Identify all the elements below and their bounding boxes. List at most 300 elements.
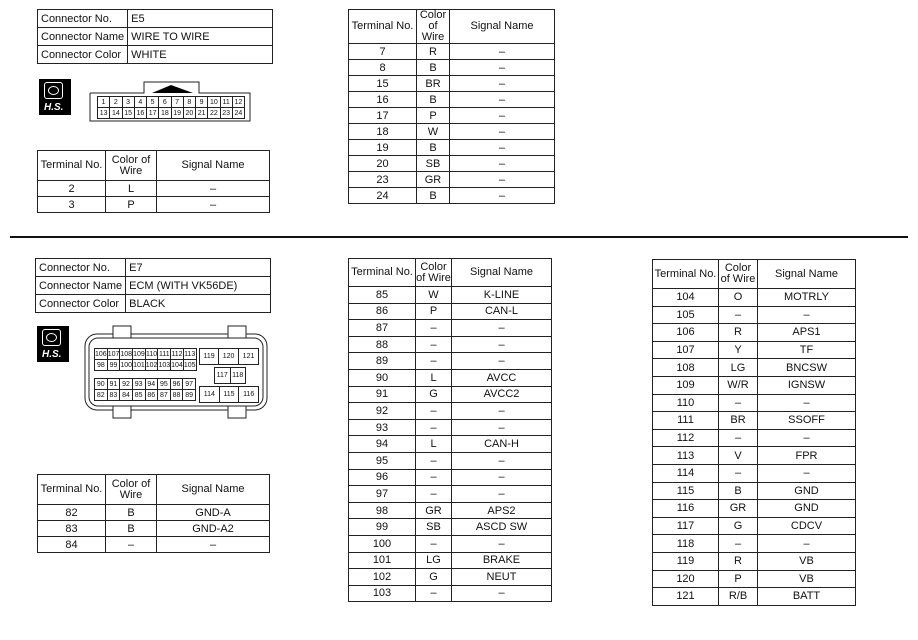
e5-tb-cell-color: B [417, 140, 450, 156]
e7-pin: 88 [170, 390, 183, 401]
e7-tc-row [653, 464, 856, 482]
e5-tb-cell-terminal: 15 [349, 76, 417, 92]
e7-tc-row [653, 500, 856, 518]
e7-pin: 115 [219, 387, 239, 403]
e7-tb-row [349, 436, 552, 453]
e7-tb-cell-terminal: 94 [349, 436, 416, 453]
e5-tb-cell-terminal: 19 [349, 140, 417, 156]
e7-pin: 94 [145, 379, 158, 390]
e5-ta-cell-signal: – [157, 181, 270, 197]
e7-tc-row [653, 429, 856, 447]
e7-tc-cell-signal: – [758, 535, 856, 553]
e7-tb-cell-signal: – [452, 535, 552, 552]
e5-tb-cell-color: R [417, 44, 450, 60]
e7-terminal-table-b [348, 258, 552, 602]
e7-tc-row [653, 394, 856, 412]
e7-pin: 112 [171, 350, 183, 358]
e7-pin: 107 [107, 350, 120, 358]
e7-tc-cell-terminal: 118 [653, 535, 719, 553]
e5-tb-cell-color: B [417, 60, 450, 76]
e5-ta-header-terminal: Terminal No. [38, 151, 106, 181]
e5-pin: 14 [110, 108, 122, 119]
e7-tc-cell-signal: SSOFF [758, 412, 856, 430]
e7-tc-cell-signal: BATT [758, 588, 856, 606]
e5-ta-row [38, 197, 270, 213]
e5-pin: 13 [98, 108, 110, 119]
e7-hs-icon: H.S. [37, 326, 69, 362]
e7-tb-row [349, 569, 552, 586]
e5-ta-cell-terminal: 3 [38, 197, 106, 213]
e7-value-connector-no: E7 [126, 259, 271, 277]
e7-tc-cell-terminal: 121 [653, 588, 719, 606]
e7-tc-cell-signal: CDCV [758, 517, 856, 535]
e7-ta-row [38, 505, 270, 521]
e7-tb-cell-terminal: 99 [349, 519, 416, 536]
e5-pin: 16 [134, 108, 146, 119]
e5-value-connector-no: E5 [128, 10, 273, 28]
e5-tb-cell-color: B [417, 188, 450, 204]
e5-pin: 2 [110, 97, 122, 108]
e5-tb-cell-terminal: 8 [349, 60, 417, 76]
e7-tc-cell-terminal: 117 [653, 517, 719, 535]
e7-pin: 85 [132, 390, 145, 401]
e7-tc-cell-color: W/R [719, 376, 758, 394]
e7-tb-cell-signal: – [452, 419, 552, 436]
e7-value-connector-color: BLACK [126, 295, 271, 313]
e5-tb-cell-terminal: 23 [349, 172, 417, 188]
e7-tb-cell-color: P [416, 303, 452, 320]
e5-tb-row [349, 172, 555, 188]
e7-tc-cell-terminal: 116 [653, 500, 719, 518]
e5-pin: 15 [122, 108, 134, 119]
e5-ta-row [38, 181, 270, 197]
e5-pin: 17 [147, 108, 159, 119]
e7-tc-cell-terminal: 113 [653, 447, 719, 465]
e5-tb-cell-signal: – [450, 44, 555, 60]
e7-tc-cell-signal: VB [758, 570, 856, 588]
e7-ta-cell-color: – [106, 537, 157, 553]
e7-tc-row [653, 412, 856, 430]
e5-tb-cell-color: SB [417, 156, 450, 172]
e7-pin: 117 [215, 368, 231, 384]
e7-ta-cell-color: B [106, 505, 157, 521]
e7-tb-cell-color: – [416, 486, 452, 503]
e7-tb-row [349, 287, 552, 304]
e7-tb-header-terminal: Terminal No. [349, 259, 416, 287]
e7-tb-row [349, 519, 552, 536]
e7-tb-row [349, 320, 552, 337]
e5-pin: 20 [183, 108, 195, 119]
e7-tb-cell-signal: AVCC2 [452, 386, 552, 403]
e7-tc-cell-signal: – [758, 429, 856, 447]
e7-tc-row [653, 306, 856, 324]
e7-pin: 118 [230, 368, 246, 384]
e7-tb-row [349, 336, 552, 353]
e7-tc-header-signal: Signal Name [758, 260, 856, 289]
e7-pin: 82 [95, 390, 108, 401]
e7-tb-cell-signal: CAN-L [452, 303, 552, 320]
e7-tc-cell-signal: GND [758, 500, 856, 518]
e7-tc-cell-color: – [719, 464, 758, 482]
e7-tc-header-color: Color of Wire [719, 260, 758, 289]
e7-tb-row [349, 419, 552, 436]
e7-tc-row [653, 324, 856, 342]
e7-pin: 96 [170, 379, 183, 390]
e7-tb-row [349, 369, 552, 386]
e7-tb-cell-color: – [416, 403, 452, 420]
e7-tc-cell-color: LG [719, 359, 758, 377]
e7-connector-face [83, 324, 269, 420]
e5-terminal-table-b [348, 9, 555, 204]
e5-tb-cell-signal: – [450, 140, 555, 156]
e7-tb-cell-color: – [416, 419, 452, 436]
e7-tc-cell-signal: APS1 [758, 324, 856, 342]
e5-ta-header-signal: Signal Name [157, 151, 270, 181]
e7-pin: 100 [120, 361, 133, 369]
e7-connector-info [35, 258, 271, 313]
e5-pin: 23 [220, 108, 232, 119]
e7-label-connector-color: Connector Color [36, 295, 126, 313]
e7-tb-row [349, 452, 552, 469]
e5-tb-row [349, 92, 555, 108]
e5-tb-cell-terminal: 17 [349, 108, 417, 124]
e7-tb-cell-color: G [416, 569, 452, 586]
e5-tb-row [349, 108, 555, 124]
e7-tc-cell-color: O [719, 289, 758, 307]
e7-tc-cell-terminal: 112 [653, 429, 719, 447]
e7-tb-cell-signal: – [452, 336, 552, 353]
e7-tb-cell-color: LG [416, 552, 452, 569]
e7-tc-cell-signal: IGNSW [758, 376, 856, 394]
e7-pin: 98 [95, 360, 108, 371]
e7-tc-cell-terminal: 107 [653, 341, 719, 359]
e7-tb-header-color: Color of Wire [416, 259, 452, 287]
e7-pin: 84 [120, 390, 133, 401]
e7-tb-row [349, 386, 552, 403]
e7-tc-cell-signal: FPR [758, 447, 856, 465]
e7-tb-row [349, 486, 552, 503]
e5-label-connector-no: Connector No. [38, 10, 128, 28]
e7-pin: 113 [184, 350, 196, 358]
e7-tb-cell-terminal: 85 [349, 287, 416, 304]
e7-tb-cell-terminal: 92 [349, 403, 416, 420]
e7-tc-cell-terminal: 109 [653, 376, 719, 394]
e5-pin: 19 [171, 108, 183, 119]
e5-pin: 5 [147, 97, 159, 108]
e7-tc-header-terminal: Terminal No. [653, 260, 719, 289]
e7-pin-grid-upper [94, 348, 197, 371]
e7-tb-cell-color: W [416, 287, 452, 304]
e7-tc-cell-color: R/B [719, 588, 758, 606]
e7-pin: 90 [95, 379, 108, 390]
e7-label-connector-name: Connector Name [36, 277, 126, 295]
e7-tb-cell-signal: – [452, 486, 552, 503]
e7-tb-cell-signal: K-LINE [452, 287, 552, 304]
e7-tc-cell-color: – [719, 535, 758, 553]
e5-label-connector-color: Connector Color [38, 46, 128, 64]
e5-ta-cell-signal: – [157, 197, 270, 213]
e7-tb-cell-color: – [416, 469, 452, 486]
e5-tb-cell-color: W [417, 124, 450, 140]
e7-pin: 109 [133, 350, 145, 358]
section-divider [10, 236, 908, 238]
e7-tb-cell-terminal: 98 [349, 502, 416, 519]
e5-connector-info [37, 9, 273, 64]
e5-tb-cell-signal: – [450, 76, 555, 92]
e7-pin-grid-lower [94, 378, 196, 401]
e7-tc-cell-signal: GND [758, 482, 856, 500]
e7-pin: 89 [183, 390, 196, 401]
e5-tb-header-terminal: Terminal No. [349, 10, 417, 44]
e5-tb-cell-terminal: 16 [349, 92, 417, 108]
e7-ta-header-terminal: Terminal No. [38, 475, 106, 505]
e7-pin: 111 [158, 350, 170, 358]
e5-pin: 10 [208, 97, 220, 108]
e7-tc-cell-terminal: 119 [653, 552, 719, 570]
e5-label-connector-name: Connector Name [38, 28, 128, 46]
e7-tc-cell-signal: – [758, 306, 856, 324]
e7-tc-cell-terminal: 111 [653, 412, 719, 430]
e7-tb-header-signal: Signal Name [452, 259, 552, 287]
e7-tc-cell-terminal: 120 [653, 570, 719, 588]
e7-tc-row [653, 289, 856, 307]
e5-tb-cell-terminal: 20 [349, 156, 417, 172]
e7-pin: 86 [145, 390, 158, 401]
e5-tb-cell-signal: – [450, 108, 555, 124]
e7-tb-cell-terminal: 86 [349, 303, 416, 320]
e7-tb-row [349, 353, 552, 370]
e7-tc-row [653, 482, 856, 500]
e7-tb-cell-color: – [416, 585, 452, 602]
e7-tb-cell-terminal: 89 [349, 353, 416, 370]
e7-pin: 114 [200, 387, 220, 403]
e7-tc-cell-terminal: 110 [653, 394, 719, 412]
e5-tb-cell-signal: – [450, 156, 555, 172]
e7-tc-cell-signal: VB [758, 552, 856, 570]
e7-tc-cell-signal: MOTRLY [758, 289, 856, 307]
e7-ta-cell-signal: GND-A2 [157, 521, 270, 537]
e7-tb-cell-color: – [416, 535, 452, 552]
e7-pin: 121 [239, 349, 259, 365]
e7-pin: 83 [107, 390, 120, 401]
e7-ta-cell-signal: – [157, 537, 270, 553]
e7-value-connector-name: ECM (WITH VK56DE) [126, 277, 271, 295]
e7-tb-cell-terminal: 95 [349, 452, 416, 469]
e7-tb-row [349, 403, 552, 420]
e5-pin: 24 [232, 108, 244, 119]
e7-tb-cell-signal: – [452, 585, 552, 602]
e7-tc-cell-signal: TF [758, 341, 856, 359]
e7-ta-cell-signal: GND-A [157, 505, 270, 521]
e7-tc-cell-signal: – [758, 464, 856, 482]
e7-tc-cell-color: G [719, 517, 758, 535]
e7-tc-cell-terminal: 114 [653, 464, 719, 482]
e5-tb-cell-signal: – [450, 172, 555, 188]
e7-tb-cell-terminal: 97 [349, 486, 416, 503]
e7-ta-cell-terminal: 82 [38, 505, 106, 521]
e7-tc-cell-color: – [719, 394, 758, 412]
e7-pin: 93 [132, 379, 145, 390]
e7-tb-cell-signal: – [452, 469, 552, 486]
e5-tb-row [349, 60, 555, 76]
e7-tb-cell-color: – [416, 452, 452, 469]
e7-tb-row [349, 535, 552, 552]
e7-tc-cell-color: BR [719, 412, 758, 430]
e7-tb-cell-terminal: 103 [349, 585, 416, 602]
e7-tb-cell-signal: AVCC [452, 369, 552, 386]
e7-tb-cell-terminal: 96 [349, 469, 416, 486]
e7-ta-header-color: Color of Wire [106, 475, 157, 505]
e7-tb-cell-terminal: 102 [349, 569, 416, 586]
e7-tb-cell-signal: APS2 [452, 502, 552, 519]
e5-tb-cell-color: GR [417, 172, 450, 188]
e7-tc-cell-color: – [719, 306, 758, 324]
e7-tc-cell-terminal: 115 [653, 482, 719, 500]
e5-tb-row [349, 140, 555, 156]
e5-pin: 9 [196, 97, 208, 108]
e5-tb-cell-color: B [417, 92, 450, 108]
e7-tc-cell-color: Y [719, 341, 758, 359]
e7-tc-cell-terminal: 108 [653, 359, 719, 377]
e5-tb-cell-signal: – [450, 92, 555, 108]
e7-tb-cell-color: – [416, 320, 452, 337]
e7-tc-row [653, 517, 856, 535]
e7-ta-cell-color: B [106, 521, 157, 537]
e7-tb-cell-color: – [416, 336, 452, 353]
e7-pin: 108 [120, 350, 133, 358]
e7-pin: 116 [239, 387, 259, 403]
e5-tb-cell-color: P [417, 108, 450, 124]
e5-pin: 12 [232, 97, 244, 108]
e7-tb-row [349, 502, 552, 519]
e5-pin: 7 [171, 97, 183, 108]
e5-ta-cell-color: P [106, 197, 157, 213]
e7-pin: 101 [133, 361, 145, 369]
e7-pin: 103 [158, 361, 171, 369]
e5-tb-cell-terminal: 7 [349, 44, 417, 60]
e5-tb-row [349, 188, 555, 204]
e5-tb-header-color: Color of Wire [417, 10, 450, 44]
e5-pin: 6 [159, 97, 171, 108]
e7-ta-row [38, 521, 270, 537]
e7-tc-cell-signal: BNCSW [758, 359, 856, 377]
e7-tc-row [653, 341, 856, 359]
e7-tb-cell-signal: ASCD SW [452, 519, 552, 536]
e7-tb-cell-signal: BRAKE [452, 552, 552, 569]
e5-pin-grid [97, 96, 245, 119]
e5-tb-cell-terminal: 24 [349, 188, 417, 204]
e5-tb-row [349, 124, 555, 140]
e5-ta-header-color: Color of Wire [106, 151, 157, 181]
e7-pin: 91 [107, 379, 120, 390]
e7-pin: 119 [200, 349, 219, 365]
e7-pin-grid-right [199, 348, 261, 403]
e7-tb-cell-terminal: 90 [349, 369, 416, 386]
e5-tb-row [349, 156, 555, 172]
e7-tc-cell-color: B [719, 482, 758, 500]
e7-pin: 110 [146, 350, 158, 358]
e7-pin: 92 [120, 379, 133, 390]
e7-pin: 102 [145, 361, 158, 369]
e7-tb-cell-color: GR [416, 502, 452, 519]
e7-tc-cell-color: GR [719, 500, 758, 518]
e7-tc-row [653, 552, 856, 570]
e7-tc-cell-color: V [719, 447, 758, 465]
e5-tb-cell-signal: – [450, 124, 555, 140]
e7-terminal-table-a [37, 474, 270, 553]
e7-terminal-table-c [652, 259, 856, 606]
e7-tc-cell-terminal: 106 [653, 324, 719, 342]
e5-tb-cell-terminal: 18 [349, 124, 417, 140]
e7-tc-cell-color: – [719, 429, 758, 447]
e5-pin: 22 [208, 108, 220, 119]
e5-pin: 1 [98, 97, 110, 108]
e5-tb-row [349, 76, 555, 92]
e7-pin: 120 [219, 349, 239, 365]
e7-pin: 95 [158, 379, 171, 390]
e7-ta-row [38, 537, 270, 553]
e7-tc-row [653, 359, 856, 377]
e7-ta-cell-terminal: 84 [38, 537, 106, 553]
e7-tc-row [653, 570, 856, 588]
e5-pin: 21 [196, 108, 208, 119]
e7-tb-row [349, 552, 552, 569]
e5-pin: 3 [122, 97, 134, 108]
e7-pin: 87 [158, 390, 171, 401]
e7-label-connector-no: Connector No. [36, 259, 126, 277]
e7-tb-row [349, 469, 552, 486]
e7-tb-cell-color: – [416, 353, 452, 370]
e5-ta-cell-color: L [106, 181, 157, 197]
e5-value-connector-name: WIRE TO WIRE [128, 28, 273, 46]
e7-tb-cell-terminal: 101 [349, 552, 416, 569]
e7-tb-cell-color: L [416, 436, 452, 453]
e7-pin: 99 [107, 360, 120, 371]
e7-tb-cell-signal: – [452, 403, 552, 420]
e7-tb-cell-terminal: 91 [349, 386, 416, 403]
e7-tc-cell-terminal: 105 [653, 306, 719, 324]
e7-tc-row [653, 588, 856, 606]
e5-tb-cell-signal: – [450, 60, 555, 76]
e5-tb-row [349, 44, 555, 60]
e7-tb-cell-terminal: 100 [349, 535, 416, 552]
e7-pin: 105 [183, 361, 196, 369]
e5-pin: 18 [159, 108, 171, 119]
e5-pin: 8 [183, 97, 195, 108]
e7-tb-cell-signal: CAN-H [452, 436, 552, 453]
e7-tc-cell-color: R [719, 552, 758, 570]
e5-pin: 11 [220, 97, 232, 108]
e7-tc-row [653, 376, 856, 394]
e7-tc-row [653, 535, 856, 553]
e7-tb-cell-signal: – [452, 353, 552, 370]
e7-tb-cell-signal: NEUT [452, 569, 552, 586]
e5-tb-cell-color: BR [417, 76, 450, 92]
e7-tb-cell-terminal: 93 [349, 419, 416, 436]
e7-tb-cell-color: SB [416, 519, 452, 536]
e7-tb-cell-signal: – [452, 320, 552, 337]
e7-pin: 97 [183, 379, 196, 390]
e7-tb-row [349, 303, 552, 320]
e7-tb-cell-color: G [416, 386, 452, 403]
e5-value-connector-color: WHITE [128, 46, 273, 64]
e7-tb-cell-terminal: 88 [349, 336, 416, 353]
e7-pin: 104 [171, 361, 183, 369]
e7-tb-cell-terminal: 87 [349, 320, 416, 337]
e7-pin: 106 [95, 350, 107, 358]
e7-tc-row [653, 447, 856, 465]
e5-pin: 4 [134, 97, 146, 108]
